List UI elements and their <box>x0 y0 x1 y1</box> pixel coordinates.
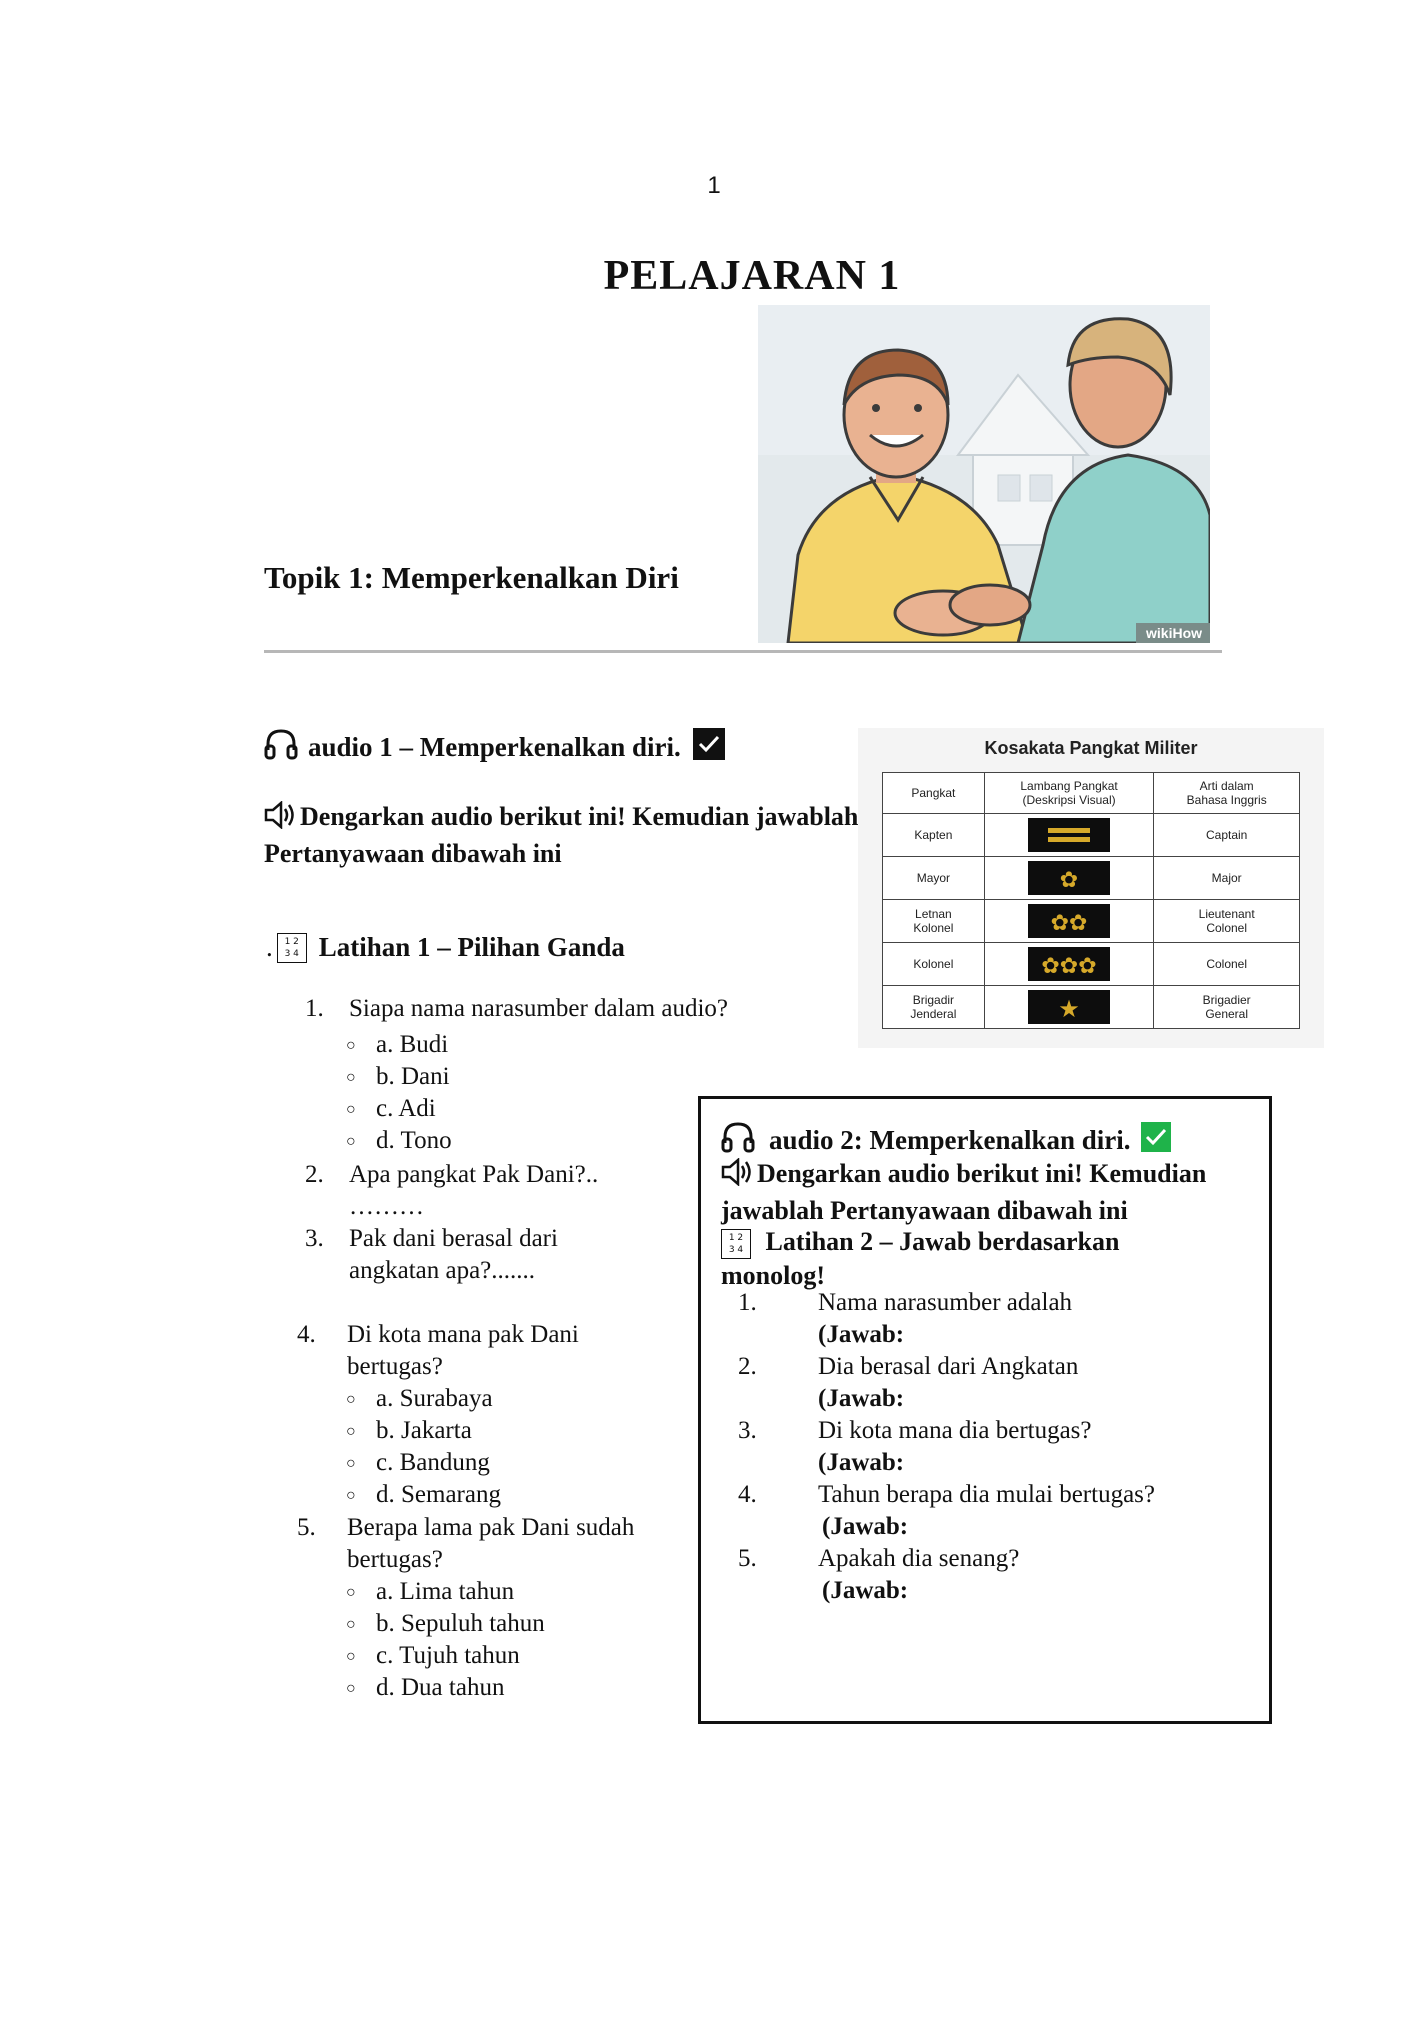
radio-circle-icon: ○ <box>346 1680 356 1698</box>
two-bars-icon <box>1028 818 1110 852</box>
option[interactable]: ○ b. Sepuluh tahun <box>346 1610 545 1637</box>
question-text: Di kota mana pak Dani <box>347 1321 579 1348</box>
headphones-icon <box>721 1121 755 1160</box>
question-number: 5. <box>297 1514 316 1541</box>
table-row <box>883 986 1300 1029</box>
radio-circle-icon: ○ <box>346 1069 356 1087</box>
numbers-icon-top: 1 2 <box>284 936 299 947</box>
question-number: 4. <box>738 1481 757 1508</box>
radio-circle-icon: ○ <box>346 1391 356 1409</box>
english-header: Arti dalam Bahasa Inggris <box>1154 773 1300 814</box>
radio-circle-icon: ○ <box>346 1648 356 1666</box>
checkbox-checked-icon <box>693 728 725 767</box>
question-number: 3. <box>738 1417 757 1444</box>
question-number: 5. <box>738 1545 757 1572</box>
audio2-instruction <box>721 1157 1261 1227</box>
answer-field[interactable]: (Jawab: <box>818 1321 905 1348</box>
topic-title: Topik 1: Memperkenalkan Diri <box>264 560 679 595</box>
table-row <box>883 900 1300 943</box>
question-text: Tahun berapa dia mulai bertugas? <box>818 1481 1155 1508</box>
option[interactable]: ○ c. Tujuh tahun <box>346 1642 520 1669</box>
english-cell: Colonel <box>1154 943 1300 986</box>
svg-text:✿✿: ✿✿ <box>1050 911 1088 936</box>
answer-field[interactable]: (Jawab: <box>818 1385 905 1412</box>
rank-table-title: Kosakata Pangkat Militer <box>984 738 1198 758</box>
question-text: Pak dani berasal dari <box>349 1225 558 1252</box>
audio2-instruction-line2: jawablah Pertanyawaan dibawah ini <box>721 1196 1128 1226</box>
question-text: Di kota mana dia bertugas? <box>818 1417 1092 1444</box>
headphones-icon <box>264 728 298 767</box>
insignia-header: Lambang Pangkat (Deskripsi Visual) <box>984 773 1154 814</box>
radio-circle-icon: ○ <box>346 1037 356 1055</box>
option[interactable]: ○ a. Lima tahun <box>346 1578 515 1605</box>
option[interactable]: ○ b. Dani <box>346 1063 450 1090</box>
question-number: 3. <box>305 1225 324 1252</box>
audio1-instruction-line1: Dengarkan audio berikut ini! Kemudian jawablah <box>300 802 859 831</box>
english-cell: Major <box>1154 857 1300 900</box>
question-text: angkatan apa?....... <box>349 1257 536 1284</box>
answer-field[interactable]: (Jawab: <box>822 1513 909 1540</box>
lesson-title: PELAJARAN 1 <box>603 253 901 299</box>
radio-circle-icon: ○ <box>346 1616 356 1634</box>
english-cell: Brigadier General <box>1154 986 1300 1029</box>
audio2-instruction-line1: Dengarkan audio berikut ini! Kemudian <box>757 1159 1207 1188</box>
handshake-illustration <box>758 305 1210 643</box>
numbers-icon-bottom: 3 4 <box>728 1245 744 1256</box>
numbers-icon-bottom: 3 4 <box>284 948 299 959</box>
latihan2-title-line1: Latihan 2 – Jawab berdasarkan <box>765 1227 1120 1256</box>
rank-cell: Mayor <box>883 857 985 900</box>
question-number: 2. <box>305 1161 324 1188</box>
audio1-title: audio 1 – Memperkenalkan diri. <box>308 732 681 762</box>
option[interactable]: ○ d. Tono <box>346 1127 452 1154</box>
question-text: Siapa nama narasumber dalam audio? <box>349 995 729 1022</box>
question-number: 1. <box>305 995 324 1022</box>
option[interactable]: ○ a. Surabaya <box>346 1385 493 1412</box>
rank-table <box>882 772 1300 1029</box>
speaker-icon <box>721 1158 757 1194</box>
table-row <box>883 857 1300 900</box>
question-text: ……… <box>349 1193 424 1220</box>
latihan2-heading <box>721 1225 1261 1292</box>
latihan2-title-line2: monolog! <box>721 1261 825 1291</box>
audio2-box <box>698 1096 1272 1724</box>
table-row <box>883 814 1300 857</box>
audio2-heading <box>721 1121 1171 1160</box>
audio1-heading <box>264 728 725 767</box>
latihan1-heading <box>266 932 625 963</box>
divider <box>264 650 1222 653</box>
option[interactable]: ○ c. Bandung <box>346 1449 490 1476</box>
audio2-title: audio 2: Memperkenalkan diri. <box>769 1125 1131 1155</box>
latihan1-prefix: . <box>266 932 273 962</box>
question-text: Dia berasal dari Angkatan <box>818 1353 1079 1380</box>
numbers-icon-top: 1 2 <box>728 1233 744 1244</box>
radio-circle-icon: ○ <box>346 1133 356 1151</box>
audio1-instruction-line2: Pertanyawaan dibawah ini <box>264 839 562 869</box>
two-flowers-icon <box>1028 904 1110 938</box>
radio-circle-icon: ○ <box>346 1487 356 1505</box>
latihan1-title: Latihan 1 – Pilihan Ganda <box>318 932 625 962</box>
question-text: Nama narasumber adalah <box>818 1289 1073 1316</box>
green-check-icon <box>1141 1122 1171 1159</box>
option[interactable]: ○ a. Budi <box>346 1031 449 1058</box>
radio-circle-icon: ○ <box>346 1455 356 1473</box>
radio-circle-icon: ○ <box>346 1101 356 1119</box>
radio-circle-icon: ○ <box>346 1423 356 1441</box>
question-text: Apa pangkat Pak Dani?.. <box>349 1161 599 1188</box>
insignia-cell <box>984 900 1154 943</box>
question-number: 2. <box>738 1353 757 1380</box>
question-text: Berapa lama pak Dani sudah <box>347 1514 635 1541</box>
audio1-instruction <box>264 800 904 870</box>
option[interactable]: ○ d. Dua tahun <box>346 1674 505 1701</box>
rank-vocabulary-table <box>858 728 1324 1048</box>
option[interactable]: ○ c. Adi <box>346 1095 436 1122</box>
question-text: bertugas? <box>347 1546 443 1573</box>
speaker-icon <box>264 801 300 837</box>
svg-text:✿✿✿: ✿✿✿ <box>1041 954 1097 979</box>
numbers-icon <box>721 1229 751 1259</box>
answer-field[interactable]: (Jawab: <box>822 1577 909 1604</box>
question-text: Apakah dia senang? <box>818 1545 1020 1572</box>
table-row <box>883 943 1300 986</box>
question-number: 1. <box>738 1289 757 1316</box>
insignia-cell <box>984 857 1154 900</box>
star-icon <box>1028 990 1110 1024</box>
question-text: bertugas? <box>347 1353 443 1380</box>
watermark-text: wikiHow <box>1146 625 1203 641</box>
option[interactable]: ○ d. Semarang <box>346 1481 501 1508</box>
rank-header: Pangkat <box>883 773 985 814</box>
insignia-cell <box>984 814 1154 857</box>
numbers-icon <box>277 933 307 963</box>
rank-cell: Letnan Kolonel <box>883 900 985 943</box>
rank-cell: Kapten <box>883 814 985 857</box>
question-number: 4. <box>297 1321 316 1348</box>
page-number: 1 <box>707 172 721 199</box>
english-cell: Lieutenant Colonel <box>1154 900 1300 943</box>
three-flowers-icon <box>1028 947 1110 981</box>
rank-cell: Kolonel <box>883 943 985 986</box>
option[interactable]: ○ b. Jakarta <box>346 1417 472 1444</box>
insignia-cell <box>984 943 1154 986</box>
insignia-cell <box>984 986 1154 1029</box>
english-cell: Captain <box>1154 814 1300 857</box>
radio-circle-icon: ○ <box>346 1584 356 1602</box>
svg-text:★: ★ <box>1058 995 1080 1023</box>
svg-text:✿: ✿ <box>1059 868 1079 893</box>
answer-field[interactable]: (Jawab: <box>818 1449 905 1476</box>
rank-cell: Brigadir Jenderal <box>883 986 985 1029</box>
flower-icon <box>1028 861 1110 895</box>
